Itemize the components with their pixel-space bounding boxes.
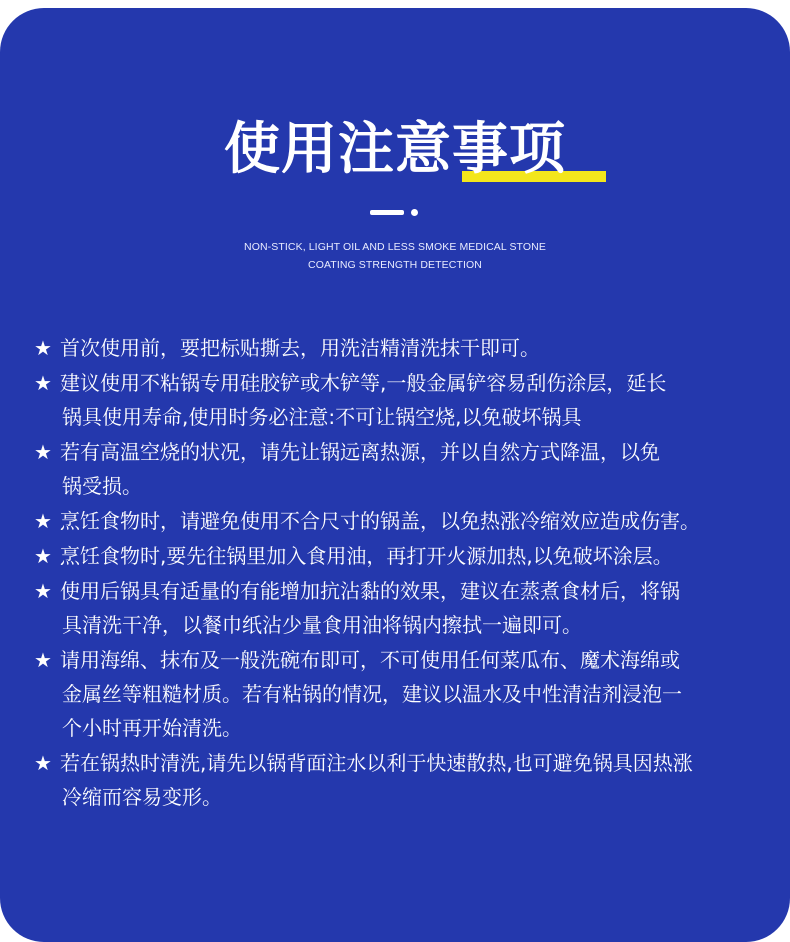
note-item <box>34 746 774 814</box>
note-item <box>34 574 774 642</box>
star-icon: ★ <box>34 440 52 464</box>
note-text: 使用后锅具有适量的有能增加抗沾黏的效果，建议在蒸煮食材后，将锅 <box>60 579 680 603</box>
star-icon: ★ <box>34 371 52 395</box>
note-text: 烹饪食物时,要先往锅里加入食用油，再打开火源加热,以免破坏涂层。 <box>60 544 673 568</box>
star-icon: ★ <box>34 544 52 568</box>
star-icon: ★ <box>34 579 52 603</box>
note-text: 锅受损。 <box>62 474 142 498</box>
notes-list <box>34 331 774 815</box>
note-text: 冷缩而容易变形。 <box>62 785 222 809</box>
note-text: 具清洗干净，以餐巾纸沾少量食用油将锅内擦拭一遍即可。 <box>62 613 582 637</box>
page-title: 使用注意事项 <box>224 117 566 182</box>
star-icon: ★ <box>34 648 52 672</box>
note-text: 请用海绵、抹布及一般洗碗布即可，不可使用任何菜瓜布、魔术海绵或 <box>60 648 680 672</box>
divider-dash <box>370 210 404 215</box>
note-text: 个小时再开始清洗。 <box>62 716 242 740</box>
divider-dot <box>411 209 418 216</box>
note-text: 烹饪食物时，请避免使用不合尺寸的锅盖，以免热涨冷缩效应造成伤害。 <box>60 509 700 533</box>
note-text: 锅具使用寿命,使用时务必注意:不可让锅空烧,以免破坏锅具 <box>62 405 582 429</box>
note-text: 若在锅热时清洗,请先以锅背面注水以利于快速散热,也可避免锅具因热涨 <box>60 751 693 775</box>
note-item <box>34 504 774 538</box>
note-item <box>34 331 774 365</box>
note-text: 若有高温空烧的状况，请先让锅远离热源，并以自然方式降温，以免 <box>60 440 660 464</box>
star-icon: ★ <box>34 509 52 533</box>
note-item <box>34 539 774 573</box>
note-text: 首次使用前，要把标贴撕去，用洗洁精清洗抹干即可。 <box>60 336 540 360</box>
subtitle-line-1: NON-STICK, LIGHT OIL AND LESS SMOKE MEDICAL STONE <box>244 241 546 253</box>
note-text: 金属丝等粗糙材质。若有粘锅的情况，建议以温水及中性清洁剂浸泡一 <box>62 682 682 706</box>
star-icon: ★ <box>34 336 52 360</box>
note-item <box>34 643 774 745</box>
note-item <box>34 435 774 503</box>
note-item <box>34 366 774 434</box>
subtitle-line-2: COATING STRENGTH DETECTION <box>308 259 482 271</box>
star-icon: ★ <box>34 751 52 775</box>
note-text: 建议使用不粘锅专用硅胶铲或木铲等,一般金属铲容易刮伤涂层，延长 <box>60 371 667 395</box>
